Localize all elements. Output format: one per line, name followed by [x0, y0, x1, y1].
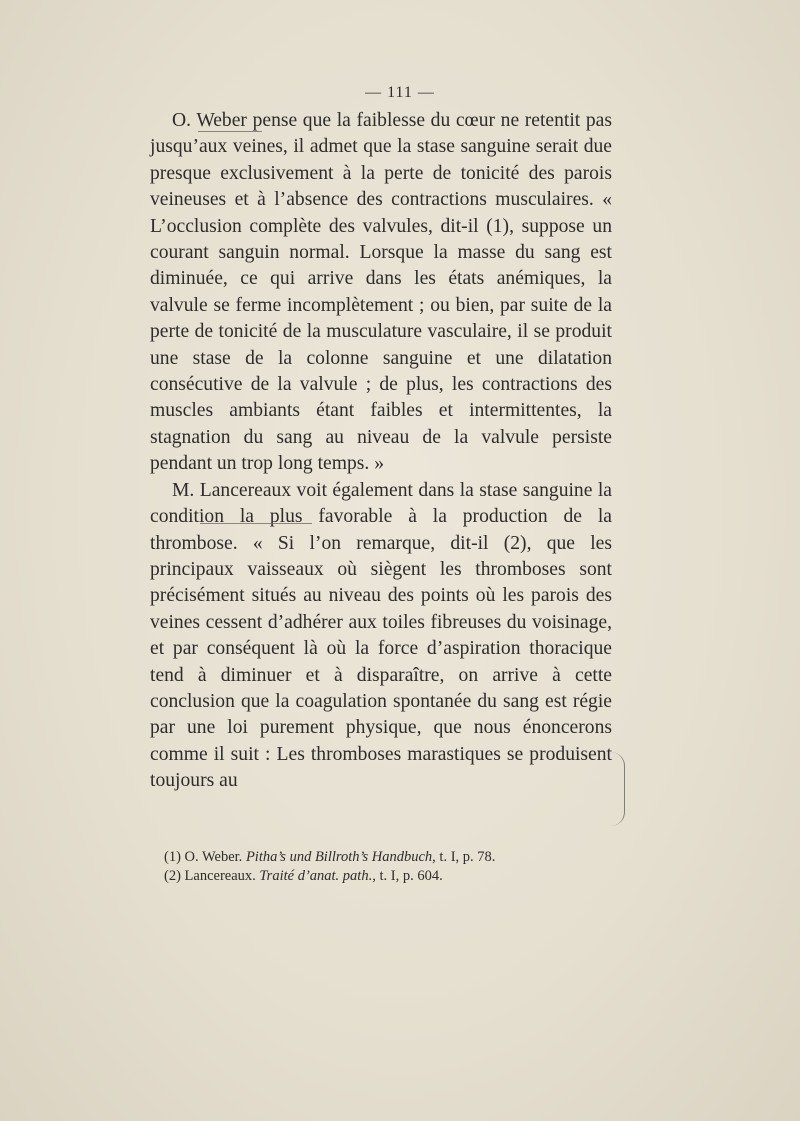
footnote-author: O. Weber. [184, 849, 243, 865]
footnote-mark: (1) [164, 849, 181, 865]
footnote-1 [164, 848, 624, 867]
footnote-title: Pitha’s und Billroth’s Handbuch [245, 849, 433, 865]
page-number: — 111 — [365, 84, 435, 101]
margin-bracket-mark [610, 752, 625, 826]
body-text [150, 108, 612, 795]
footnotes [164, 848, 624, 886]
footnote-mark: (2) [164, 868, 181, 884]
footnote-author: Lancereaux. [184, 868, 256, 884]
footnote-reference: , t. I, p. 604. [372, 868, 443, 884]
footnote-reference: , t. I, p. 78. [432, 849, 496, 865]
paragraph-lancereaux: M. Lancereaux voit également dans la stase sanguine la condition la plus favorable à la production de la thrombose. « Si l’on remarque, dit-il (2), que les principaux vaisseaux où siègent les thromboses sont précisément situés au niveau des points où les parois des veines cessent d’adhérer aux toiles fibreuses du voisinage, et par conséquent là où la force d’aspiration thoracique tend à diminuer et à disparaître, on arrive à cette conclusion que la coagulation spontanée du sang est régie par une loi purement physique, que nous énoncerons comme il suit : Les thromboses marastiques se produisent toujours au [150, 479, 612, 792]
footnote-title: Traité d’anat. path. [259, 868, 373, 884]
footnote-2 [164, 867, 624, 886]
paragraph-weber: O. Weber pense que la faiblesse du cœur ne retentit pas jusqu’aux veines, il admet que la stase sanguine serait due presque exclusivement à la perte de tonicité des parois veineuses et à l’absence des contractions musculaires. « L’occlusion complète des valvules, dit-il (1), suppose un courant sanguin normal. Lorsque la masse du sang est diminuée, ce qui arrive dans les états anémiques, la valvule se ferme incomplètement ; ou bien, par suite de la perte de tonicité de la musculature vasculaire, il se produit une stase de la colonne sanguine et une dilatation consécutive de la valvule ; de plus, les contractions des muscles ambiants étant faibles et intermittentes, la stagnation du sang au niveau de la valvule persiste pendant un trop long temps. » [150, 110, 612, 475]
pencil-underline-weber [198, 131, 262, 132]
pencil-underline-lancereaux [200, 523, 312, 524]
